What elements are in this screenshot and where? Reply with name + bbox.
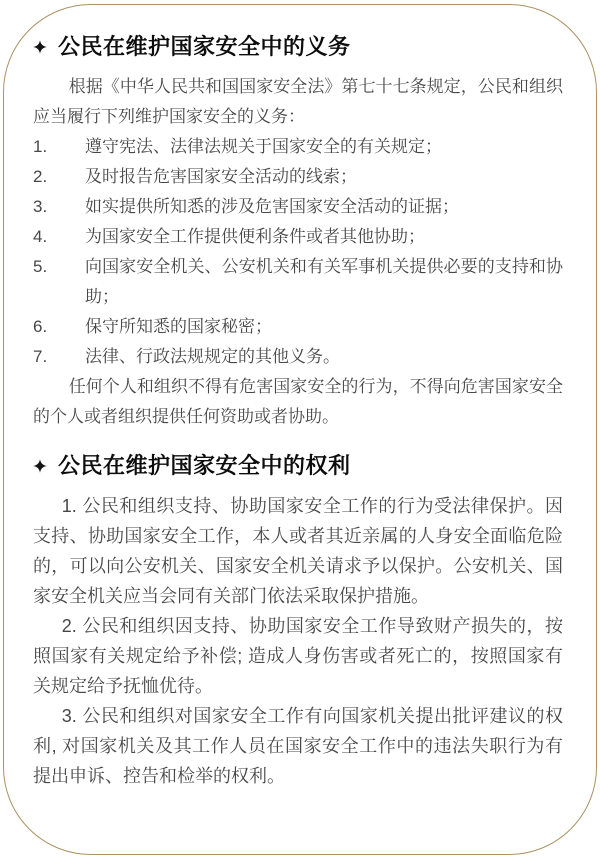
rights-paragraph: 3. 公民和组织对国家安全工作有向国家机关提出批评建议的权利, 对国家机关及其工作人员在国家安全工作中的违法失职行为有提出申诉、控告和检举的权利。 — [33, 706, 563, 786]
rights-paragraphs — [33, 491, 563, 791]
list-item — [33, 342, 563, 372]
document-content — [33, 34, 563, 791]
list-item-number: 2. — [33, 167, 48, 186]
obligations-title: 公民在维护国家安全中的义务 — [58, 34, 351, 59]
list-item — [33, 252, 563, 312]
obligations-heading — [33, 34, 563, 60]
obligations-list — [33, 132, 563, 372]
list-item-text: 向国家安全机关、公安机关和有关军事机关提供必要的支持和协助； — [85, 257, 563, 306]
list-item — [33, 162, 563, 192]
list-item-text: 遵守宪法、法律法规关于国家安全的有关规定； — [85, 137, 442, 156]
list-item-number: 1. — [33, 137, 48, 156]
rights-paragraph: 1. 公民和组织支持、协助国家安全工作的行为受法律保护。因支持、协助国家安全工作，本人或者其近亲属的人身安全面临危险的，可以向公安机关、国家安全机关请求予以保护。公安机关、国家安全机关应当会同有关部门依法采取保护措施。 — [33, 496, 563, 606]
list-item — [33, 132, 563, 162]
sparkle-icon — [33, 40, 47, 54]
list-item-number: 3. — [33, 197, 48, 216]
list-item — [33, 222, 563, 252]
list-item — [33, 312, 563, 342]
rights-paragraph: 2. 公民和组织因支持、协助国家安全工作导致财产损失的，按照国家有关规定给予补偿; 造成人身伤害或者死亡的，按照国家有关规定给予抚恤优待。 — [33, 616, 563, 696]
rights-heading — [33, 453, 563, 479]
list-item-number: 5. — [33, 257, 48, 276]
list-item-text: 如实提供所知悉的涉及危害国家安全活动的证据； — [85, 197, 459, 216]
list-item-number: 7. — [33, 347, 48, 366]
sparkle-icon — [33, 459, 47, 473]
list-item-text: 法律、行政法规规定的其他义务。 — [85, 347, 340, 366]
list-item-text: 保守所知悉的国家秘密； — [85, 317, 272, 336]
list-item-number: 4. — [33, 227, 48, 246]
rights-title: 公民在维护国家安全中的权利 — [58, 453, 351, 478]
list-item — [33, 192, 563, 222]
obligations-closing: 任何个人和组织不得有危害国家安全的行为，不得向危害国家安全的个人或者组织提供任何资助或者协助。 — [33, 377, 563, 426]
list-item-text: 为国家安全工作提供便利条件或者其他协助； — [85, 227, 425, 246]
list-item-number: 6. — [33, 317, 48, 336]
list-item-text: 及时报告危害国家安全活动的线索； — [85, 167, 357, 186]
obligations-intro: 根据《中华人民共和国国家安全法》第七十七条规定，公民和组织应当履行下列维护国家安全的义务： — [33, 77, 563, 126]
